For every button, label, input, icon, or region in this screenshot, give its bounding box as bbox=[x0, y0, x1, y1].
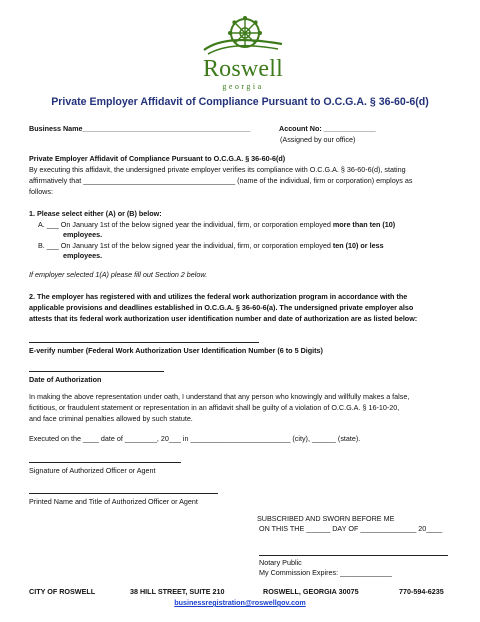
account-no-field[interactable]: Account No: _____________ bbox=[279, 124, 376, 133]
notary-public-label: Notary Public bbox=[259, 558, 302, 567]
waterwheel-icon bbox=[198, 16, 288, 60]
section2-line-2: applicable provisions and deadlines established in O.C.G.A. § 36-60-6(a). The undersigned private employer also bbox=[29, 303, 414, 312]
footer-phone: 770-594-6235 bbox=[399, 587, 444, 596]
option-b-cont: employees. bbox=[63, 251, 103, 260]
declaration-line-1: In making the above representation under oath, I understand that any person who knowingly and willfully makes a false, bbox=[29, 392, 410, 401]
intro-line-2[interactable]: affirmatively that ______________________________________ (name of the individual, firm or corporation) employs as bbox=[29, 176, 413, 185]
everify-label: E-verify number (Federal Work Authorization User Identification Number (6 to 5 Digits) bbox=[29, 346, 323, 355]
commission-expires-field[interactable]: My Commission Expires: _____________ bbox=[259, 568, 393, 577]
footer-city: CITY OF ROSWELL bbox=[29, 587, 96, 596]
footer-citystate: ROSWELL, GEORGIA 30075 bbox=[263, 587, 359, 596]
page-title: Private Employer Affidavit of Compliance Pursuant to O.C.G.A. § 36-60-6(d) bbox=[51, 96, 429, 108]
option-b-text: B. ___ On January 1st of the below signed year the individual, firm, or corporation employed bbox=[38, 241, 333, 250]
option-a-text: A. ___ On January 1st of the below signed year the individual, firm, or corporation employed bbox=[38, 220, 333, 229]
option-a-bold: more than ten (10) bbox=[332, 220, 396, 229]
declaration-line-3: and face criminal penalties allowed by such statute. bbox=[29, 414, 193, 423]
signature-label: Signature of Authorized Officer or Agent bbox=[29, 466, 156, 475]
notary-line-1: SUBSCRIBED AND SWORN BEFORE ME bbox=[257, 514, 395, 523]
everify-input-line[interactable] bbox=[29, 342, 259, 343]
roswell-logo bbox=[198, 16, 288, 92]
printed-name-label: Printed Name and Title of Authorized Officer or Agent bbox=[29, 497, 198, 506]
authorization-date-label: Date of Authorization bbox=[29, 375, 102, 384]
business-name-field[interactable]: Business Name__________________________________________ bbox=[29, 124, 251, 133]
intro-line-1: By executing this affidavit, the undersigned private employer verifies its compliance with O.C.G.A. § 36-60-6(d), stating bbox=[29, 165, 406, 174]
executed-line[interactable]: Executed on the ____ date of ________, 20___ in _________________________ (city), ______ (state). bbox=[29, 434, 361, 443]
section1-heading: 1. Please select either (A) or (B) below: bbox=[29, 209, 162, 218]
authorization-date-line[interactable] bbox=[29, 371, 164, 372]
footer-address: 38 HILL STREET, SUITE 210 bbox=[130, 587, 225, 596]
footer-email-link[interactable]: businessregistration@roswellgov.com bbox=[174, 598, 306, 607]
intro-line-3: follows: bbox=[29, 187, 53, 196]
section2-line-3: attests that its federal work authorization user identification number and date of authorization are as listed below: bbox=[29, 314, 418, 323]
section2-line-1: 2. The employer has registered with and utilizes the federal work authorization program in accordance with the bbox=[29, 292, 408, 301]
notary-signature-line[interactable] bbox=[259, 555, 448, 556]
account-note: (Assigned by our office) bbox=[280, 135, 356, 144]
declaration-line-2: fictitious, or fraudulent statement or representation in an affidavit shall be guilty of a violation of O.C.G.A. § 16-10-20, bbox=[29, 403, 400, 412]
logo-subtitle: georgia bbox=[222, 82, 264, 91]
printed-name-line[interactable] bbox=[29, 493, 218, 494]
section1-note: If employer selected 1(A) please fill out Section 2 below. bbox=[29, 270, 208, 279]
signature-line[interactable] bbox=[29, 462, 181, 463]
notary-line-2[interactable]: ON THIS THE ______ DAY OF ______________ 20____ bbox=[259, 524, 443, 533]
option-a-cont: employees. bbox=[63, 230, 103, 239]
intro-heading: Private Employer Affidavit of Compliance Pursuant to O.C.G.A. § 36-60-6(d) bbox=[29, 154, 286, 163]
option-b-bold: ten (10) or less bbox=[332, 241, 384, 250]
logo-name: Roswell bbox=[202, 56, 284, 82]
